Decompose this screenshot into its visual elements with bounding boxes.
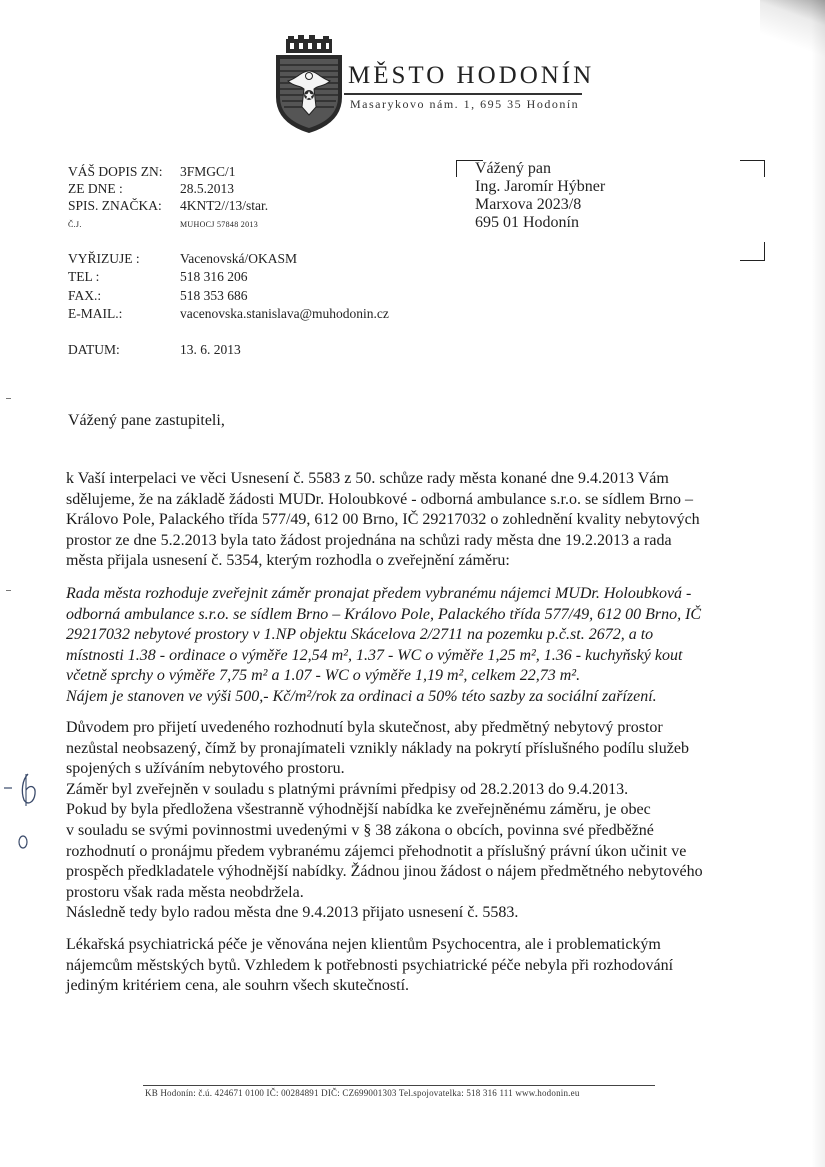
scan-edge-shadow — [811, 0, 825, 1167]
header-rule — [344, 93, 582, 95]
ref-value-datum: 13. 6. 2013 — [180, 342, 241, 357]
ref-label-cj: Č.J. — [68, 220, 82, 229]
paragraph-line: prospěch předkladatele výhodnější nabídky. Žádnou jinou žádost o nájem předmětného nebytového — [66, 863, 703, 881]
ref-value-ze-dne: 28.5.2013 — [180, 181, 234, 196]
ref-label-email: E-MAIL.: — [68, 306, 123, 321]
address-bracket-bottom-right — [740, 242, 765, 261]
paragraph-line: Rada města rozhoduje zveřejnit záměr pronajat předem vybranému nájemci MUDr. Holoubková - — [66, 585, 692, 602]
paragraph-line: k Vaší interpelaci ve věci Usnesení č. 5583 z 50. schůze rady města konané dne 9.4.2013 Vám — [66, 470, 669, 487]
ref-value-tel: 518 316 206 — [180, 269, 248, 284]
paragraph-line: Důvodem pro přijetí uvedeného rozhodnutí byla skutečnost, aby předmětný nebytový prostor — [66, 719, 663, 736]
ref-label-tel: TEL : — [68, 269, 100, 284]
paragraph-line: nezůstal neobsazený, čímž by pronajímateli vznikly náklady na pokrytí příslušného podílu služeb — [66, 739, 689, 757]
addressee-line-1: Vážený pan — [475, 160, 551, 177]
ref-value-email: vacenovska.stanislava@muhodonin.cz — [180, 306, 389, 321]
paragraph-line: sdělujeme, že na základě žádosti MUDr. Holoubkové - odborná ambulance s.r.o. se sídlem Brno – — [66, 490, 693, 508]
ref-value-cj: MUHOCJ 57848 2013 — [180, 220, 258, 229]
paragraph-line: prostor ze dne 5.2.2013 byla tato žádost projednána na schůzi rady města dne 19.2.2013 a rada — [66, 531, 672, 549]
paragraph-line: odborná ambulance s.r.o. se sídlem Brno – Královo Pole, Palackého třída 577/49, 612 00 Brno, IČ — [66, 605, 702, 623]
footer-bank-info: KB Hodonín: č.ú. 424671 0100 IČ: 00284891 DIČ: CZ699001303 Tel.spojovatelka: 518 316 111 www.hodonin.eu — [145, 1088, 580, 1098]
paragraph-line: Následně tedy bylo radou města dne 9.4.2013 přijato usnesení č. 5583. — [66, 904, 519, 922]
footer-rule — [143, 1085, 655, 1086]
addressee-line-3: Marxova 2023/8 — [475, 196, 582, 213]
paragraph-line: Lékařská psychiatrická péče je věnována nejen klientům Psychocentra, ale i problematickým — [66, 936, 661, 953]
paragraph-line: Nájem je stanoven ve výši 500,- Kč/m²/rok za ordinaci a 50% této sazby za sociální zařízení. — [66, 687, 657, 705]
handwritten-margin-mark — [2, 770, 42, 860]
scan-corner-shadow — [760, 0, 825, 120]
ref-label-vyrizuje: VYŘIZUJE : — [68, 251, 140, 266]
paragraph-line: Pokud by byla předložena všestranně výhodnější nabídka ke zveřejněnému záměru, je obec — [66, 801, 651, 819]
ref-value-fax: 518 353 686 — [180, 288, 248, 303]
ref-value-vas-dopis: 3FMGC/1 — [180, 164, 236, 179]
ref-value-spis-znacka: 4KNT2//13/star. — [180, 198, 269, 213]
addressee-line-2: Ing. Jaromír Hýbner — [475, 178, 606, 195]
paragraph-line: města přijala usnesení č. 5354, kterým rozhodla o zveřejnění záměru: — [66, 552, 510, 570]
ref-label-fax: FAX.: — [68, 288, 102, 303]
paragraph-line: Záměr byl zveřejněn v souladu s platnými právními předpisy od 28.2.2013 do 9.4.2013. — [66, 780, 629, 798]
paragraph-line: prostoru však rada města neobdržela. — [66, 883, 304, 901]
paragraph-line: místnosti 1.38 - ordinace o výměře 12,54 m², 1.37 - WC o výměře 1,25 m², 1.36 - kuchyňský kout — [66, 646, 683, 664]
ref-label-ze-dne: ZE DNE : — [68, 181, 123, 196]
addressee-line-4: 695 01 Hodonín — [475, 214, 579, 231]
ref-label-vas-dopis: VÁŠ DOPIS ZN: — [68, 164, 163, 179]
paragraph-line: Královo Pole, Palackého třída 577/49, 612 00 Brno, IČ 29217032 o zohlednění kvality nebytových — [66, 511, 700, 529]
ref-value-vyrizuje: Vacenovská/OKASM — [180, 251, 297, 266]
city-crest-logo — [272, 35, 346, 135]
paragraph-line: nájemcům městských bytů. Vzhledem k potřebnosti psychiatrické péče nebyla při rozhodování — [66, 956, 674, 974]
paragraph-line: spojených s užíváním nebytového prostoru. — [66, 760, 345, 778]
margin-tick — [6, 590, 11, 591]
ref-label-spis-znacka: SPIS. ZNAČKA: — [68, 198, 162, 213]
paragraph-line: jediným kritériem cena, ale souhrn všech skutečností. — [66, 977, 410, 995]
paragraph-line: 29217032 nebytové prostory v 1.NP objektu Skácelova 2/2711 na pozemku p.č.st. 2672, a to — [66, 626, 654, 644]
address-bracket-top-right — [740, 160, 765, 177]
city-address: Masarykovo nám. 1, 695 35 Hodonín — [350, 97, 580, 111]
paragraph-4 — [66, 935, 761, 997]
paragraph-line: včetně sprchy o výměře 7,75 m² a 1.07 - WC o výměře 1,19 m², celkem 22,73 m². — [66, 667, 581, 685]
paragraph-line: rozhodnutí o pronájmu předem vybranému zájemci přehodnotit a příslušný právní úkon učinit ve — [66, 842, 687, 860]
city-name-heading: MĚSTO HODONÍN — [348, 62, 595, 89]
paragraph-line: v souladu se svými povinnostmi uvedenými v § 38 zákona o obcích, povinna své předběžné — [66, 821, 654, 839]
ref-label-datum: DATUM: — [68, 342, 120, 357]
paragraph-3 — [66, 718, 761, 924]
paragraph-1 — [66, 469, 761, 572]
resolution-quote — [66, 584, 761, 708]
margin-tick — [6, 398, 11, 399]
salutation: Vážený pane zastupiteli, — [68, 412, 225, 429]
